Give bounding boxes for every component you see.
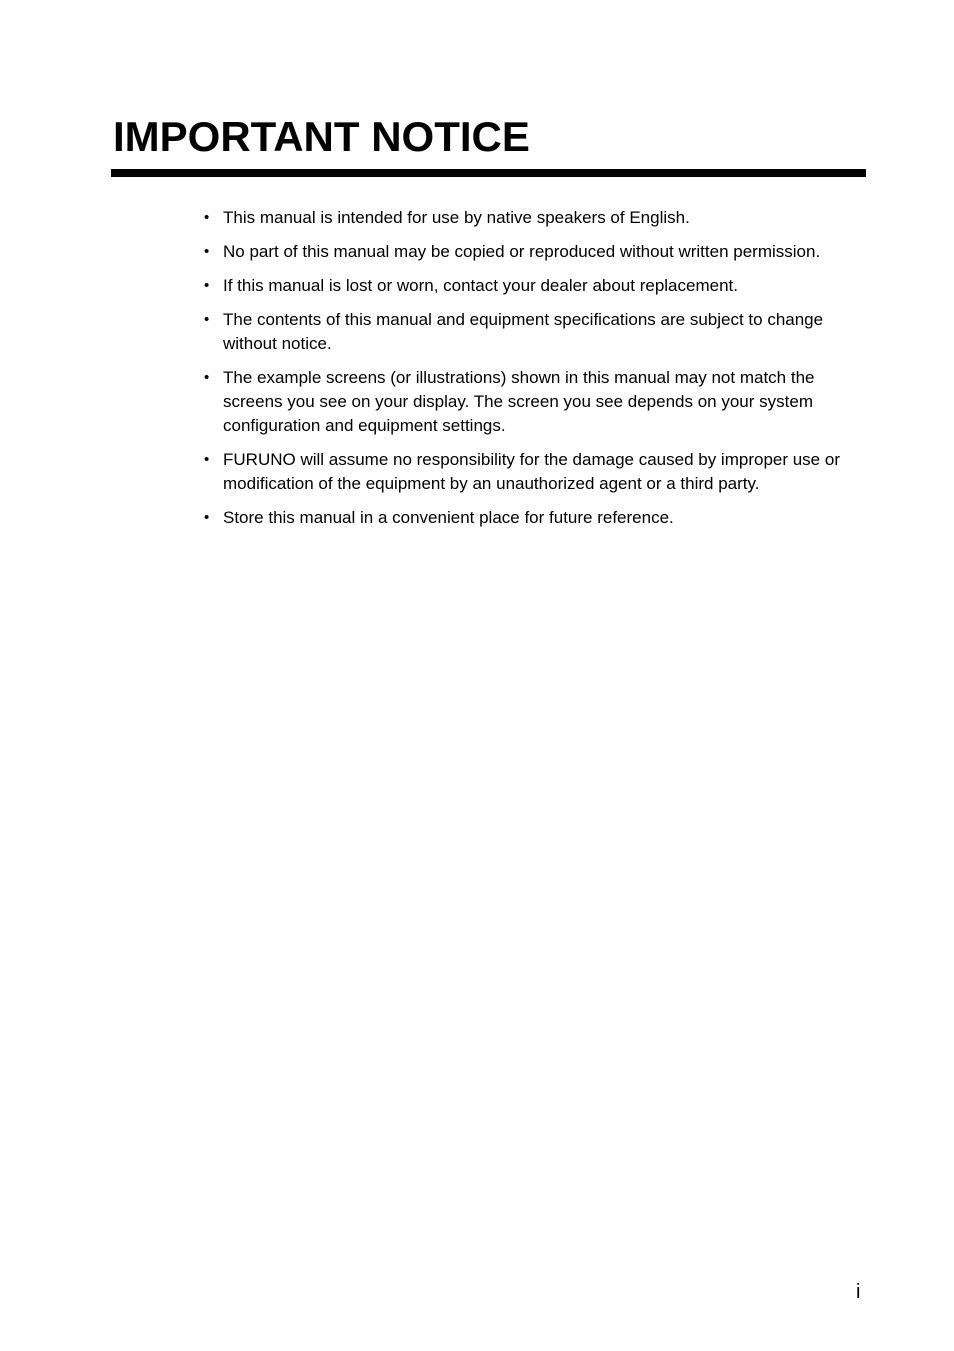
list-item (203, 366, 868, 438)
list-item (203, 274, 868, 298)
notice-text: The contents of this manual and equipment specifications are subject to change without notice. (223, 310, 824, 353)
bullet-icon: • (204, 243, 210, 260)
list-item (203, 240, 868, 264)
list-item (203, 308, 868, 356)
page-title: IMPORTANT NOTICE (113, 113, 530, 160)
list-item (203, 448, 868, 496)
notice-text: FURUNO will assume no responsibility for the damage caused by improper use or modification of the equipment by an unauthorized agent or a third party. (223, 450, 840, 493)
notice-text: If this manual is lost or worn, contact your dealer about replacement. (223, 276, 738, 295)
notice-text: The example screens (or illustrations) shown in this manual may not match the screens you see on your display. The screen you see depends on your system configuration and equipment settings. (223, 368, 815, 435)
list-item (203, 506, 868, 530)
bullet-icon: • (204, 209, 210, 226)
bullet-icon: • (204, 277, 210, 294)
bullet-icon: • (204, 451, 210, 468)
page-number: i (856, 1281, 861, 1303)
bullet-icon: • (204, 369, 210, 386)
bullet-icon: • (204, 509, 210, 526)
title-rule (111, 169, 866, 177)
bullet-icon: • (204, 311, 210, 328)
notice-text: This manual is intended for use by native speakers of English. (223, 208, 690, 227)
notice-text: No part of this manual may be copied or reproduced without written permission. (223, 242, 821, 261)
notice-list (203, 206, 868, 540)
list-item (203, 206, 868, 230)
notice-text: Store this manual in a convenient place for future reference. (223, 508, 674, 527)
